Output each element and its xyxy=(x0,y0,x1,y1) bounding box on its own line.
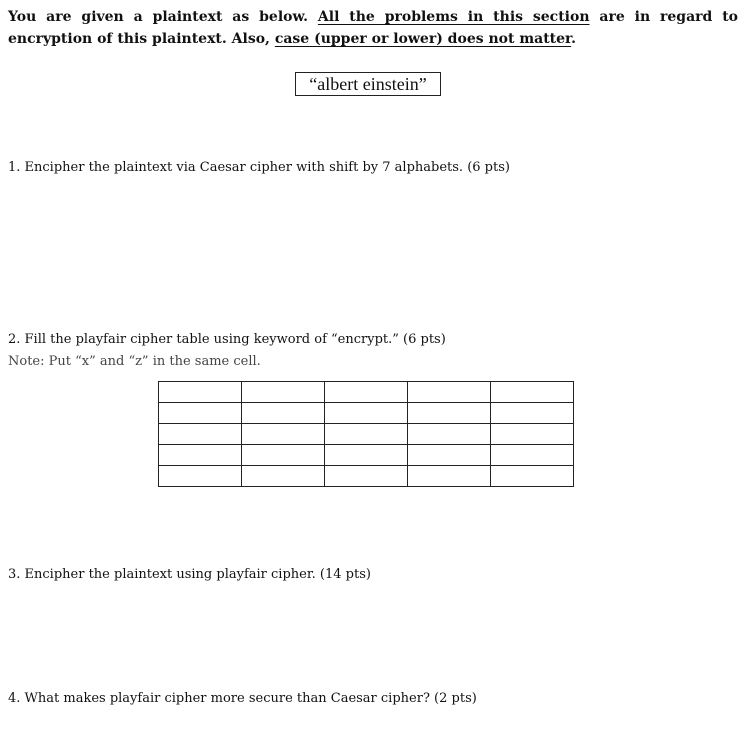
table-cell[interactable] xyxy=(491,403,574,424)
table-cell[interactable] xyxy=(491,382,574,403)
table-cell[interactable] xyxy=(159,403,242,424)
table-cell[interactable] xyxy=(491,424,574,445)
table-cell[interactable] xyxy=(159,445,242,466)
table-cell[interactable] xyxy=(159,382,242,403)
table-row xyxy=(159,466,574,487)
playfair-table xyxy=(158,381,574,487)
table-cell[interactable] xyxy=(159,466,242,487)
table-cell[interactable] xyxy=(408,424,491,445)
table-row xyxy=(159,382,574,403)
table-cell[interactable] xyxy=(325,403,408,424)
question-4: 4. What makes playfair cipher more secure than Caesar cipher? (2 pts) xyxy=(8,691,477,706)
question-2: 2. Fill the playfair cipher table using keyword of “encrypt.” (6 pts) xyxy=(8,332,446,347)
question-3: 3. Encipher the plaintext using playfair cipher. (14 pts) xyxy=(8,567,371,582)
table-cell[interactable] xyxy=(242,466,325,487)
table-cell[interactable] xyxy=(325,424,408,445)
table-cell[interactable] xyxy=(242,424,325,445)
question-2-note: Note: Put “x” and “z” in the same cell. xyxy=(8,354,261,369)
table-row xyxy=(159,424,574,445)
table-cell[interactable] xyxy=(325,445,408,466)
intro-paragraph xyxy=(8,6,738,50)
intro-text-3: . xyxy=(571,31,577,47)
table-cell[interactable] xyxy=(408,466,491,487)
intro-underlined-scope: All the problems in this section xyxy=(317,9,590,25)
table-cell[interactable] xyxy=(325,466,408,487)
table-cell[interactable] xyxy=(408,403,491,424)
plaintext-box: “albert einstein” xyxy=(295,72,441,96)
intro-underlined-case: case (upper or lower) does not matter xyxy=(274,31,572,47)
table-cell[interactable] xyxy=(325,382,408,403)
table-cell[interactable] xyxy=(242,403,325,424)
table-cell[interactable] xyxy=(242,382,325,403)
table-cell[interactable] xyxy=(408,382,491,403)
table-cell[interactable] xyxy=(408,445,491,466)
table-row xyxy=(159,403,574,424)
intro-text-2: are in regard to encryption of this plaintext. Also, xyxy=(8,9,738,47)
table-row xyxy=(159,445,574,466)
question-1: 1. Encipher the plaintext via Caesar cipher with shift by 7 alphabets. (6 pts) xyxy=(8,160,510,175)
table-cell[interactable] xyxy=(159,424,242,445)
intro-text-1: You are given a plaintext as below. xyxy=(8,9,318,25)
table-cell[interactable] xyxy=(491,445,574,466)
table-cell[interactable] xyxy=(242,445,325,466)
table-cell[interactable] xyxy=(491,466,574,487)
